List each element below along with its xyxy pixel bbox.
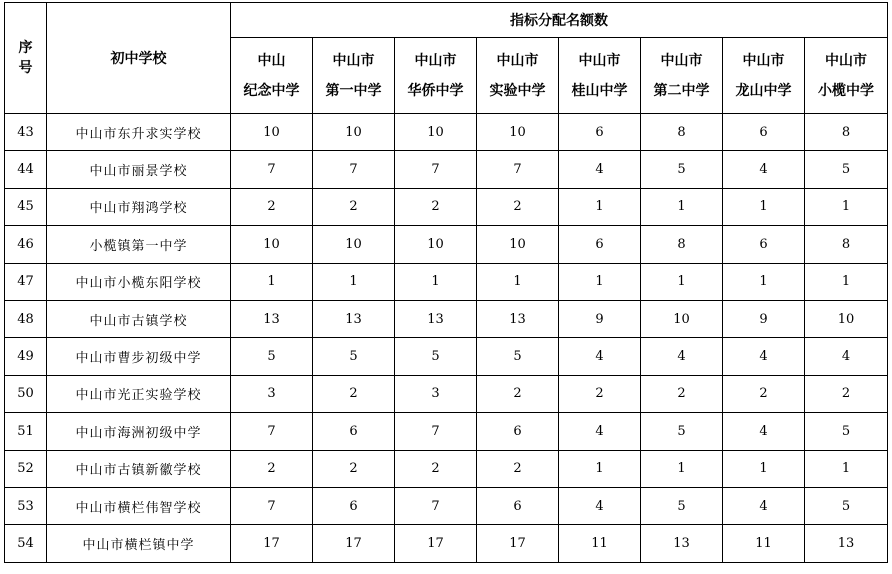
quota-cell: 1 — [805, 188, 888, 225]
table-body — [5, 114, 888, 563]
seq-cell: 50 — [5, 375, 47, 412]
seq-cell: 47 — [5, 263, 47, 300]
seq-cell: 48 — [5, 300, 47, 337]
column-header-line2: 龙山中学 — [735, 82, 792, 99]
quota-cell: 7 — [313, 151, 395, 188]
table-row — [5, 487, 888, 524]
quota-cell: 7 — [231, 487, 313, 524]
quota-cell: 10 — [395, 226, 477, 263]
quota-cell: 17 — [313, 525, 395, 562]
seq-cell: 53 — [5, 487, 47, 524]
seq-header-line1: 序 — [18, 40, 33, 56]
table-row — [5, 263, 888, 300]
quota-cell: 10 — [231, 114, 313, 151]
school-cell: 小榄镇第一中学 — [47, 226, 231, 263]
table-row — [5, 151, 888, 188]
school-cell: 中山市海洲初级中学 — [47, 413, 231, 450]
quota-cell: 13 — [477, 300, 559, 337]
column-header-line2: 纪念中学 — [243, 82, 300, 99]
column-header-line2: 第二中学 — [653, 82, 710, 99]
quota-cell: 2 — [723, 375, 805, 412]
school-cell: 中山市翔鸿学校 — [47, 188, 231, 225]
quota-cell: 3 — [395, 375, 477, 412]
quota-cell: 5 — [641, 487, 723, 524]
column-header-2 — [313, 38, 395, 114]
column-header-line2: 实验中学 — [489, 82, 546, 99]
quota-cell: 1 — [313, 263, 395, 300]
quota-cell: 4 — [559, 487, 641, 524]
school-cell: 中山市曹步初级中学 — [47, 338, 231, 375]
column-header-line1: 中山市 — [414, 52, 457, 69]
quota-cell: 6 — [723, 226, 805, 263]
seq-header-line2: 号 — [18, 60, 33, 76]
quota-cell: 7 — [231, 151, 313, 188]
column-header-8 — [805, 38, 888, 114]
column-header-line2: 桂山中学 — [571, 82, 628, 99]
school-cell: 中山市丽景学校 — [47, 151, 231, 188]
quota-cell: 5 — [477, 338, 559, 375]
quota-cell: 1 — [805, 450, 888, 487]
column-header-3 — [395, 38, 477, 114]
seq-header — [5, 3, 47, 114]
group-header: 指标分配名额数 — [231, 3, 888, 38]
column-header-6 — [641, 38, 723, 114]
table-row — [5, 114, 888, 151]
school-cell: 中山市东升求实学校 — [47, 114, 231, 151]
quota-cell: 2 — [313, 188, 395, 225]
quota-cell: 11 — [723, 525, 805, 562]
table-row — [5, 413, 888, 450]
quota-cell: 8 — [805, 114, 888, 151]
quota-cell: 5 — [805, 151, 888, 188]
quota-cell: 1 — [723, 263, 805, 300]
school-cell: 中山市光正实验学校 — [47, 375, 231, 412]
quota-cell: 2 — [395, 188, 477, 225]
quota-cell: 2 — [395, 450, 477, 487]
quota-cell: 2 — [313, 450, 395, 487]
quota-cell: 6 — [559, 114, 641, 151]
quota-cell: 1 — [641, 188, 723, 225]
quota-cell: 5 — [395, 338, 477, 375]
quota-cell: 2 — [477, 450, 559, 487]
quota-cell: 17 — [477, 525, 559, 562]
school-cell: 中山市横栏伟智学校 — [47, 487, 231, 524]
quota-cell: 7 — [395, 487, 477, 524]
quota-cell: 5 — [805, 487, 888, 524]
quota-cell: 13 — [805, 525, 888, 562]
quota-cell: 10 — [313, 114, 395, 151]
quota-cell: 2 — [641, 375, 723, 412]
column-header-line1: 中山市 — [578, 52, 621, 69]
table-row — [5, 375, 888, 412]
quota-cell: 6 — [477, 487, 559, 524]
quota-cell: 17 — [395, 525, 477, 562]
quota-cell: 2 — [231, 450, 313, 487]
quota-cell: 8 — [641, 226, 723, 263]
quota-cell: 4 — [805, 338, 888, 375]
table-row — [5, 188, 888, 225]
quota-cell: 5 — [641, 151, 723, 188]
quota-cell: 11 — [559, 525, 641, 562]
quota-cell: 9 — [723, 300, 805, 337]
column-header-5 — [559, 38, 641, 114]
quota-cell: 4 — [641, 338, 723, 375]
table-row — [5, 450, 888, 487]
quota-cell: 2 — [477, 375, 559, 412]
quota-cell: 6 — [313, 487, 395, 524]
quota-cell: 6 — [313, 413, 395, 450]
column-header-4 — [477, 38, 559, 114]
quota-cell: 1 — [723, 188, 805, 225]
column-header-7 — [723, 38, 805, 114]
seq-cell: 51 — [5, 413, 47, 450]
quota-cell: 1 — [477, 263, 559, 300]
quota-cell: 2 — [231, 188, 313, 225]
quota-cell: 6 — [559, 226, 641, 263]
quota-cell: 1 — [723, 450, 805, 487]
quota-cell: 10 — [231, 226, 313, 263]
quota-cell: 17 — [231, 525, 313, 562]
header-row-top — [5, 3, 888, 38]
column-header-line2: 第一中学 — [325, 82, 382, 99]
quota-cell: 5 — [641, 413, 723, 450]
quota-cell: 2 — [559, 375, 641, 412]
school-cell: 中山市小榄东阳学校 — [47, 263, 231, 300]
quota-cell: 4 — [723, 413, 805, 450]
column-header-line1: 中山市 — [660, 52, 703, 69]
quota-cell: 5 — [231, 338, 313, 375]
seq-cell: 54 — [5, 525, 47, 562]
quota-cell: 13 — [231, 300, 313, 337]
seq-cell: 43 — [5, 114, 47, 151]
quota-cell: 2 — [805, 375, 888, 412]
quota-cell: 5 — [805, 413, 888, 450]
seq-cell: 45 — [5, 188, 47, 225]
quota-cell: 10 — [313, 226, 395, 263]
table-row — [5, 338, 888, 375]
quota-cell: 1 — [395, 263, 477, 300]
seq-cell: 46 — [5, 226, 47, 263]
table-row — [5, 226, 888, 263]
quota-cell: 4 — [723, 338, 805, 375]
school-cell: 中山市古镇学校 — [47, 300, 231, 337]
school-cell: 中山市横栏镇中学 — [47, 525, 231, 562]
column-header-line1: 中山市 — [496, 52, 539, 69]
quota-cell: 1 — [805, 263, 888, 300]
quota-cell: 9 — [559, 300, 641, 337]
quota-cell: 10 — [395, 114, 477, 151]
quota-cell: 10 — [641, 300, 723, 337]
seq-cell: 44 — [5, 151, 47, 188]
column-header-line2: 华侨中学 — [407, 82, 464, 99]
quota-cell: 1 — [641, 450, 723, 487]
quota-cell: 8 — [641, 114, 723, 151]
quota-cell: 4 — [559, 151, 641, 188]
quota-cell: 5 — [313, 338, 395, 375]
quota-cell: 7 — [231, 413, 313, 450]
quota-cell: 1 — [559, 263, 641, 300]
quota-cell: 13 — [395, 300, 477, 337]
column-header-1 — [231, 38, 313, 114]
quota-cell: 7 — [477, 151, 559, 188]
quota-cell: 7 — [395, 413, 477, 450]
quota-cell: 2 — [477, 188, 559, 225]
seq-cell: 49 — [5, 338, 47, 375]
column-header-line1: 中山市 — [742, 52, 785, 69]
quota-cell: 4 — [559, 338, 641, 375]
table-row — [5, 525, 888, 562]
quota-cell: 4 — [723, 151, 805, 188]
column-header-line2: 小榄中学 — [818, 82, 874, 99]
quota-cell: 13 — [641, 525, 723, 562]
quota-cell: 6 — [723, 114, 805, 151]
quota-cell: 4 — [559, 413, 641, 450]
seq-cell: 52 — [5, 450, 47, 487]
quota-cell: 6 — [477, 413, 559, 450]
quota-cell: 1 — [559, 188, 641, 225]
column-header-line1: 中山市 — [825, 52, 867, 69]
school-cell: 中山市古镇新徽学校 — [47, 450, 231, 487]
quota-cell: 10 — [477, 226, 559, 263]
quota-cell: 1 — [641, 263, 723, 300]
school-header: 初中学校 — [47, 3, 231, 114]
quota-cell: 1 — [559, 450, 641, 487]
quota-cell: 4 — [723, 487, 805, 524]
quota-cell: 8 — [805, 226, 888, 263]
quota-cell: 3 — [231, 375, 313, 412]
column-header-line1: 中山市 — [332, 52, 375, 69]
quota-table — [4, 2, 888, 563]
table-row — [5, 300, 888, 337]
quota-cell: 1 — [231, 263, 313, 300]
quota-cell: 2 — [313, 375, 395, 412]
quota-cell: 7 — [395, 151, 477, 188]
quota-cell: 13 — [313, 300, 395, 337]
quota-cell: 10 — [805, 300, 888, 337]
quota-cell: 10 — [477, 114, 559, 151]
column-header-line1: 中山 — [257, 52, 286, 69]
